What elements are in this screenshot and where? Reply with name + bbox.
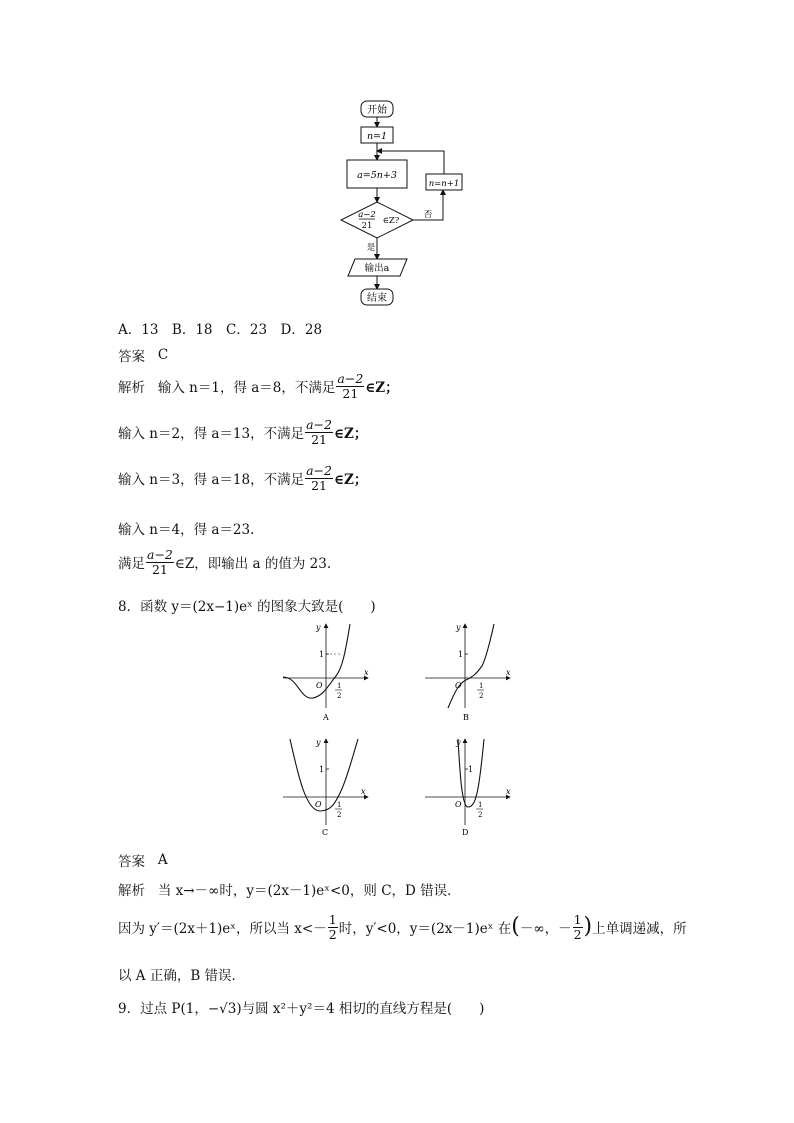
q9-question: 9．过点 P(1，−√3)与圆 x²＋y²＝4 相切的直线方程是( ) bbox=[118, 1001, 485, 1017]
graph-d-xlabel: x bbox=[506, 787, 511, 796]
q7-analysis-text3: 输入 n＝3，得 a＝18，不满足 bbox=[118, 472, 305, 489]
graph-c bbox=[278, 735, 378, 840]
flow-end-text: 结束 bbox=[367, 293, 387, 304]
flowchart bbox=[330, 95, 480, 310]
graph-d-origin: O bbox=[455, 800, 462, 809]
q8-analysis-label: 解析 bbox=[118, 883, 145, 899]
graph-c-half-den: 2 bbox=[337, 811, 342, 819]
q7-frac5-den: 21 bbox=[151, 561, 168, 577]
q7-frac1-num: a−2 bbox=[337, 371, 364, 386]
graph-b bbox=[420, 620, 520, 725]
q8-frac-half2-num: 1 bbox=[573, 912, 582, 927]
graph-b-xlabel: x bbox=[506, 668, 511, 677]
q8-answer bbox=[118, 850, 168, 870]
q8-frac-half1-num: 1 bbox=[328, 912, 337, 927]
flow-output-text: 输出a bbox=[364, 263, 390, 274]
graph-a-label: A bbox=[323, 713, 329, 722]
graph-d bbox=[420, 735, 520, 840]
graph-b-ylabel: y bbox=[456, 623, 461, 632]
q7-analysis-text1: 输入 n＝1，得 a＝8，不满足 bbox=[157, 380, 336, 397]
graph-d-half-num: 1 bbox=[478, 801, 483, 809]
flow-cond-tail: ∈Z? bbox=[382, 216, 400, 226]
q8-analysis-text2b: 时，y′<0，y＝(2x－1)eˣ 在 bbox=[338, 921, 512, 938]
flow-incr-text: n=n+1 bbox=[428, 179, 460, 189]
q8-analysis-line2 bbox=[118, 913, 687, 942]
graph-a-half-num: 1 bbox=[337, 682, 342, 690]
q8-analysis-line1 bbox=[118, 879, 461, 899]
graph-c-ylabel: y bbox=[316, 738, 321, 747]
q8-frac-half2 bbox=[573, 913, 583, 942]
graph-a-ylabel: y bbox=[316, 623, 321, 632]
q7-analysis-line1 bbox=[118, 372, 399, 401]
q7-answer-value: C bbox=[157, 347, 169, 363]
flow-condition bbox=[341, 202, 413, 238]
q7-analysis-label: 解析 bbox=[118, 380, 145, 397]
q8-analysis-text2c: 上单调递减，所 bbox=[592, 921, 687, 938]
q8-analysis-text2a: 因为 y′＝(2x＋1)eˣ，所以当 x<－ bbox=[118, 921, 327, 938]
flow-no-label: 否 bbox=[423, 210, 433, 220]
graph-a-xlabel: x bbox=[364, 668, 369, 677]
graph-a-tick1: 1 bbox=[319, 650, 325, 659]
graph-d-half-den: 2 bbox=[478, 811, 483, 819]
graph-d-tick1: 1 bbox=[468, 765, 474, 774]
q8-answer-label: 答案 bbox=[118, 854, 145, 870]
q7-answer-label: 答案 bbox=[118, 349, 145, 365]
q7-frac3-den: 21 bbox=[311, 477, 327, 493]
q7-analysis-line3 bbox=[118, 464, 367, 493]
q7-frac1-den: 21 bbox=[342, 385, 359, 401]
graph-a bbox=[278, 620, 378, 725]
q7-inz1: ∈Z； bbox=[365, 380, 399, 397]
graph-c-tick1: 1 bbox=[319, 765, 325, 774]
q7-frac2 bbox=[305, 418, 333, 447]
graph-c-origin: O bbox=[315, 800, 322, 809]
q8-answer-value: A bbox=[157, 852, 168, 868]
q8-frac-half1-den: 2 bbox=[328, 926, 337, 942]
graph-c-half-num: 1 bbox=[337, 801, 342, 809]
flow-yes-label: 是 bbox=[366, 243, 376, 253]
q8-paren-close: ) bbox=[583, 914, 593, 940]
q7-analysis-line2 bbox=[118, 418, 367, 447]
graph-c-label: C bbox=[322, 828, 329, 837]
graph-d-ylabel: y bbox=[456, 738, 461, 747]
graph-d-label: D bbox=[462, 828, 469, 837]
q7-analysis-line4: 输入 n＝4，得 a＝23. bbox=[118, 522, 255, 538]
q7-answer bbox=[118, 345, 168, 365]
flow-init-text: n=1 bbox=[366, 131, 388, 142]
graph-b-tick1: 1 bbox=[458, 650, 464, 659]
graph-b-half-den: 2 bbox=[479, 692, 484, 700]
q8-frac-half2-den: 2 bbox=[573, 926, 582, 942]
q8-question: 8．函数 y＝(2x−1)eˣ 的图象大致是( ) bbox=[118, 599, 376, 615]
q7-analysis-line5 bbox=[118, 548, 331, 577]
q7-analysis-text5b: ∈Z，即输出 a 的值为 23. bbox=[174, 556, 332, 573]
graph-a-origin: O bbox=[316, 681, 323, 690]
flow-assign-text: a=5n+3 bbox=[357, 170, 397, 181]
q7-frac3 bbox=[305, 464, 333, 493]
flow-cond-den: 21 bbox=[361, 221, 373, 231]
q7-inz3: ∈Z； bbox=[333, 472, 368, 489]
graph-c-curve bbox=[290, 739, 358, 811]
q7-analysis-text2: 输入 n＝2，得 a＝13，不满足 bbox=[118, 426, 305, 443]
q7-frac1 bbox=[336, 372, 364, 401]
q7-analysis-text5a: 满足 bbox=[118, 556, 145, 573]
graph-a-half-den: 2 bbox=[337, 692, 342, 700]
q7-frac2-den: 21 bbox=[311, 431, 327, 447]
graph-b-curve bbox=[448, 624, 494, 708]
q8-analysis-line3: 以 A 正确，B 错误． bbox=[118, 968, 246, 984]
flow-start-text: 开始 bbox=[367, 105, 387, 116]
q7-frac3-num: a−2 bbox=[306, 463, 332, 478]
q7-frac2-num: a−2 bbox=[306, 417, 332, 432]
graph-b-origin: O bbox=[455, 681, 462, 690]
q7-options: A．13 B．18 C．23 D．28 bbox=[118, 322, 323, 338]
q8-interval: －∞，－ bbox=[519, 921, 572, 938]
q7-frac5-num: a−2 bbox=[147, 547, 173, 562]
graph-c-xlabel: x bbox=[361, 787, 366, 796]
q8-frac-half1 bbox=[328, 913, 338, 942]
graph-b-half-num: 1 bbox=[479, 682, 484, 690]
q7-frac5 bbox=[146, 548, 174, 577]
q8-analysis-text1: 当 x→－∞时，y＝(2x－1)eˣ<0，则 C，D 错误． bbox=[157, 883, 461, 899]
graph-b-label: B bbox=[463, 713, 469, 722]
flow-cond-num: a−2 bbox=[358, 210, 376, 220]
q7-inz2: ∈Z； bbox=[333, 426, 368, 443]
q8-paren-open: ( bbox=[511, 914, 520, 940]
